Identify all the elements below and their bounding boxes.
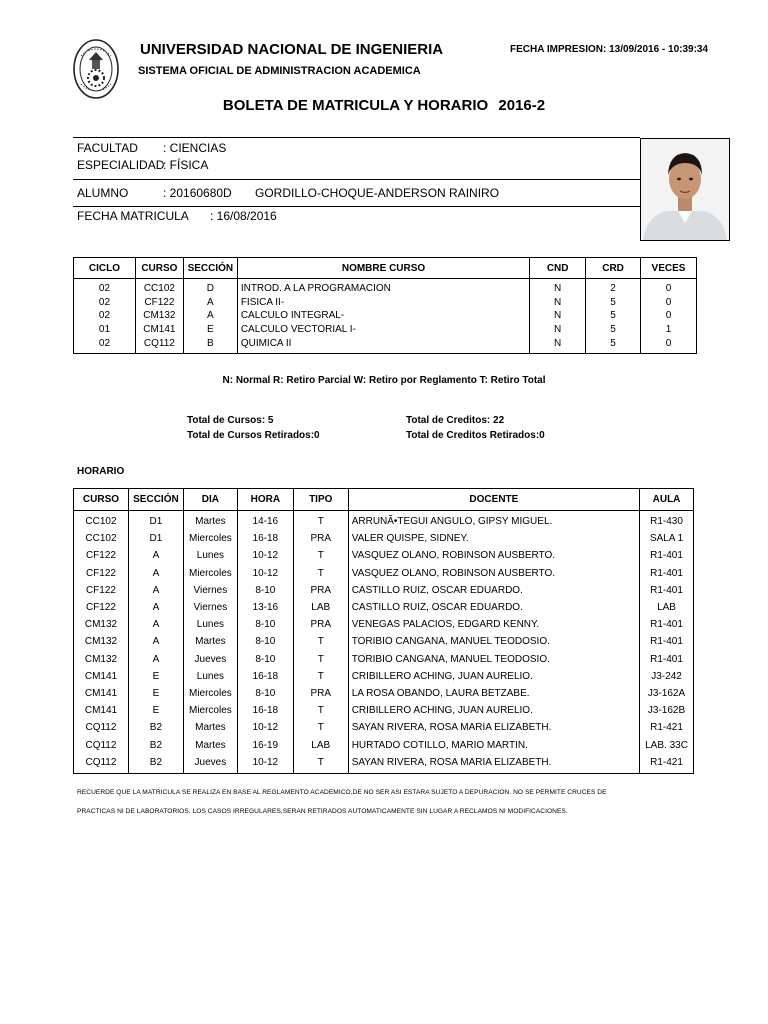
- table-cell: Miercoles: [183, 685, 237, 702]
- student-photo: [640, 138, 730, 241]
- table-cell: 0: [641, 337, 697, 353]
- table-cell: CRIBILLERO ACHING, JUAN AURELIO.: [348, 668, 639, 685]
- table-cell: Lunes: [183, 547, 237, 564]
- table-cell: 14-16: [237, 511, 293, 531]
- divider-mid: [73, 179, 640, 180]
- table-cell: CC102: [74, 530, 129, 547]
- table-cell: CF122: [74, 565, 129, 582]
- system-name: SISTEMA OFICIAL DE ADMINISTRACION ACADEMICA: [138, 65, 421, 77]
- table-cell: R1-401: [640, 633, 694, 650]
- table-cell: TORIBIO CANGANA, MANUEL TEODOSIO.: [348, 651, 639, 668]
- table-cell: T: [293, 565, 348, 582]
- table-cell: 10-12: [237, 565, 293, 582]
- table-cell: CF122: [74, 599, 129, 616]
- table-cell: VASQUEZ OLANO, ROBINSON AUSBERTO.: [348, 565, 639, 582]
- table-cell: TORIBIO CANGANA, MANUEL TEODOSIO.: [348, 633, 639, 650]
- facultad-label: FACULTAD: [77, 141, 138, 155]
- document-title-text: BOLETA DE MATRICULA Y HORARIO: [222, 97, 489, 114]
- table-cell: HURTADO COTILLO, MARIO MARTIN.: [348, 737, 639, 754]
- table-cell: PRA: [293, 685, 348, 702]
- table-cell: LAB: [293, 599, 348, 616]
- table-cell: 0: [641, 279, 697, 296]
- table-cell: LAB. 33C: [640, 737, 694, 754]
- table-cell: CM141: [135, 323, 183, 337]
- col-seccion: SECCIÓN: [183, 258, 237, 279]
- table-cell: INTROD. A LA PROGRAMACION: [237, 279, 529, 296]
- especialidad-label: ESPECIALIDAD: [77, 158, 165, 172]
- table-cell: D: [183, 279, 237, 296]
- table-cell: 1: [641, 323, 697, 337]
- table-cell: A: [128, 616, 183, 633]
- footer-note-line1: RECUERDE QUE LA MATRICULA SE REALIZA EN BASE AL REGLAMENTO ACADEMICO,DE NO SER ASI ESTARA SUJETO A DEPURACION. NO SE PERMITE CRUCES DE: [77, 789, 607, 796]
- table-cell: CM141: [74, 668, 129, 685]
- alumno-name: GORDILLO-CHOQUE-ANDERSON RAINIRO: [255, 186, 500, 200]
- table-cell: PRA: [293, 582, 348, 599]
- table-cell: 10-12: [237, 754, 293, 774]
- table-cell: J3-242: [640, 668, 694, 685]
- alumno-label: ALUMNO: [77, 186, 129, 200]
- table-cell: Lunes: [183, 668, 237, 685]
- table-cell: Jueves: [183, 754, 237, 774]
- status-legend: N: Normal R: Retiro Parcial W: Retiro por Reglamento T: Retiro Total: [222, 375, 546, 386]
- schedule-row: [74, 685, 694, 702]
- table-cell: CQ112: [74, 719, 129, 736]
- schedule-row: [74, 530, 694, 547]
- table-cell: R1-401: [640, 582, 694, 599]
- table-cell: VASQUEZ OLANO, ROBINSON AUSBERTO.: [348, 547, 639, 564]
- table-cell: 5: [586, 296, 641, 310]
- table-cell: A: [128, 565, 183, 582]
- table-cell: R1-401: [640, 565, 694, 582]
- schedule-row: [74, 651, 694, 668]
- schedule-row: [74, 511, 694, 531]
- table-cell: T: [293, 511, 348, 531]
- table-cell: CM132: [135, 309, 183, 323]
- table-cell: Martes: [183, 633, 237, 650]
- fecha-label: FECHA MATRICULA: [77, 209, 189, 223]
- table-cell: LAB: [640, 599, 694, 616]
- table-cell: 02: [74, 337, 136, 353]
- table-cell: CALCULO INTEGRAL-: [237, 309, 529, 323]
- table-cell: VALER QUISPE, SIDNEY.: [348, 530, 639, 547]
- table-cell: VENEGAS PALACIOS, EDGARD KENNY.: [348, 616, 639, 633]
- table-cell: 02: [74, 279, 136, 296]
- table-cell: Miercoles: [183, 530, 237, 547]
- schedule-header-row: [74, 489, 694, 511]
- university-name: UNIVERSIDAD NACIONAL DE INGENIERIA: [140, 41, 444, 58]
- table-cell: 8-10: [237, 685, 293, 702]
- table-cell: 5: [586, 309, 641, 323]
- col-nombre-curso: NOMBRE CURSO: [237, 258, 529, 279]
- table-cell: T: [293, 651, 348, 668]
- table-cell: E: [128, 668, 183, 685]
- table-cell: A: [128, 582, 183, 599]
- table-cell: 2: [586, 279, 641, 296]
- table-cell: A: [128, 651, 183, 668]
- table-cell: E: [128, 702, 183, 719]
- table-cell: 8-10: [237, 582, 293, 599]
- table-cell: N: [530, 337, 586, 353]
- table-cell: Jueves: [183, 651, 237, 668]
- table-cell: CM132: [74, 616, 129, 633]
- table-cell: CQ112: [74, 754, 129, 774]
- table-cell: A: [183, 296, 237, 310]
- table-cell: CC102: [135, 279, 183, 296]
- document-period: 2016-2: [498, 97, 546, 114]
- alumno-code: : 20160680D: [163, 186, 232, 200]
- table-cell: PRA: [293, 530, 348, 547]
- table-cell: B2: [128, 754, 183, 774]
- table-cell: A: [128, 599, 183, 616]
- courses-table: [73, 257, 697, 354]
- table-cell: CQ112: [135, 337, 183, 353]
- table-cell: PRA: [293, 616, 348, 633]
- table-cell: 01: [74, 323, 136, 337]
- table-cell: R1-401: [640, 616, 694, 633]
- divider-low: [73, 206, 640, 207]
- schedule-row: [74, 582, 694, 599]
- table-cell: Miercoles: [183, 702, 237, 719]
- table-cell: Martes: [183, 511, 237, 531]
- table-cell: 13-16: [237, 599, 293, 616]
- course-row: [74, 279, 697, 296]
- table-cell: R1-401: [640, 547, 694, 564]
- table-cell: CM132: [74, 633, 129, 650]
- table-cell: B: [183, 337, 237, 353]
- table-cell: QUIMICA II: [237, 337, 529, 353]
- table-cell: R1-421: [640, 754, 694, 774]
- table-cell: CQ112: [74, 737, 129, 754]
- schedule-row: [74, 616, 694, 633]
- divider-top: [73, 137, 640, 138]
- table-cell: J3-162A: [640, 685, 694, 702]
- table-cell: SAYAN RIVERA, ROSA MARIA ELIZABETH.: [348, 719, 639, 736]
- col-docente: DOCENTE: [348, 489, 639, 511]
- total-creditos-retirados: Total de Creditos Retirados:0: [406, 430, 545, 441]
- table-cell: Martes: [183, 719, 237, 736]
- table-cell: N: [530, 296, 586, 310]
- table-cell: T: [293, 668, 348, 685]
- footer-note-line2: PRACTICAS NI DE LABORATORIOS. LOS CASOS IRREGULARES,SERAN RETIRADOS AUTOMATICAMENTE SIN LUGAR A RECLAMOS NI MODIFICACIONES.: [77, 808, 568, 815]
- schedule-row: [74, 633, 694, 650]
- especialidad-value: : FÍSICA: [163, 158, 209, 172]
- table-cell: 10-12: [237, 719, 293, 736]
- table-cell: CASTILLO RUIZ, OSCAR EDUARDO.: [348, 599, 639, 616]
- table-cell: CM141: [74, 685, 129, 702]
- table-cell: 02: [74, 309, 136, 323]
- table-cell: FISICA II-: [237, 296, 529, 310]
- table-cell: CM132: [74, 651, 129, 668]
- col-curso: CURSO: [74, 489, 129, 511]
- table-cell: CALCULO VECTORIAL I-: [237, 323, 529, 337]
- table-cell: Miercoles: [183, 565, 237, 582]
- course-row: [74, 323, 697, 337]
- table-cell: R1-421: [640, 719, 694, 736]
- table-cell: E: [128, 685, 183, 702]
- table-cell: A: [183, 309, 237, 323]
- table-cell: D1: [128, 511, 183, 531]
- total-cursos-retirados: Total de Cursos Retirados:0: [187, 430, 320, 441]
- table-cell: R1-401: [640, 651, 694, 668]
- col-veces: VECES: [641, 258, 697, 279]
- table-cell: T: [293, 702, 348, 719]
- col-tipo: TIPO: [293, 489, 348, 511]
- university-seal-icon: [72, 38, 120, 100]
- table-cell: T: [293, 754, 348, 774]
- table-cell: Viernes: [183, 582, 237, 599]
- table-cell: B2: [128, 719, 183, 736]
- table-cell: CF122: [135, 296, 183, 310]
- schedule-row: [74, 668, 694, 685]
- table-cell: 16-18: [237, 668, 293, 685]
- table-cell: Martes: [183, 737, 237, 754]
- schedule-row: [74, 702, 694, 719]
- table-cell: LA ROSA OBANDO, LAURA BETZABE.: [348, 685, 639, 702]
- table-cell: 16-18: [237, 702, 293, 719]
- col-aula: AULA: [640, 489, 694, 511]
- table-cell: E: [183, 323, 237, 337]
- table-cell: D1: [128, 530, 183, 547]
- table-cell: 02: [74, 296, 136, 310]
- table-cell: B2: [128, 737, 183, 754]
- schedule-row: [74, 754, 694, 774]
- table-cell: R1-430: [640, 511, 694, 531]
- table-cell: 8-10: [237, 616, 293, 633]
- col-hora: HORA: [237, 489, 293, 511]
- table-cell: T: [293, 633, 348, 650]
- table-cell: A: [128, 633, 183, 650]
- table-cell: CC102: [74, 511, 129, 531]
- schedule-row: [74, 547, 694, 564]
- table-cell: J3-162B: [640, 702, 694, 719]
- course-row: [74, 296, 697, 310]
- table-cell: ARRUNÃ•TEGUI ANGULO, GIPSY MIGUEL.: [348, 511, 639, 531]
- table-cell: CM141: [74, 702, 129, 719]
- col-curso: CURSO: [135, 258, 183, 279]
- total-creditos: Total de Creditos: 22: [406, 415, 505, 426]
- facultad-value: : CIENCIAS: [163, 141, 227, 155]
- table-cell: 0: [641, 309, 697, 323]
- print-date: FECHA IMPRESION: 13/09/2016 - 10:39:34: [510, 44, 709, 55]
- table-cell: N: [530, 309, 586, 323]
- schedule-table: [73, 488, 694, 774]
- table-cell: SALA 1: [640, 530, 694, 547]
- table-cell: 5: [586, 323, 641, 337]
- total-cursos: Total de Cursos: 5: [187, 415, 274, 426]
- table-cell: CASTILLO RUIZ, OSCAR EDUARDO.: [348, 582, 639, 599]
- table-cell: 10-12: [237, 547, 293, 564]
- table-cell: 8-10: [237, 651, 293, 668]
- table-cell: T: [293, 719, 348, 736]
- table-cell: 16-19: [237, 737, 293, 754]
- col-dia: DIA: [183, 489, 237, 511]
- document-title: [0, 97, 768, 114]
- table-cell: 0: [641, 296, 697, 310]
- course-row: [74, 309, 697, 323]
- courses-header-row: [74, 258, 697, 279]
- table-cell: 5: [586, 337, 641, 353]
- schedule-row: [74, 719, 694, 736]
- schedule-row: [74, 737, 694, 754]
- table-cell: T: [293, 547, 348, 564]
- col-seccion: SECCIÓN: [128, 489, 183, 511]
- table-cell: 8-10: [237, 633, 293, 650]
- table-cell: CRIBILLERO ACHING, JUAN AURELIO.: [348, 702, 639, 719]
- schedule-row: [74, 599, 694, 616]
- table-cell: Viernes: [183, 599, 237, 616]
- horario-heading: HORARIO: [77, 466, 125, 477]
- table-cell: Lunes: [183, 616, 237, 633]
- fecha-value: : 16/08/2016: [210, 209, 277, 223]
- table-cell: CF122: [74, 547, 129, 564]
- col-crd: CRD: [586, 258, 641, 279]
- table-cell: A: [128, 547, 183, 564]
- course-row: [74, 337, 697, 353]
- table-cell: SAYAN RIVERA, ROSA MARIA ELIZABETH.: [348, 754, 639, 774]
- col-ciclo: CICLO: [74, 258, 136, 279]
- table-cell: LAB: [293, 737, 348, 754]
- col-cnd: CND: [530, 258, 586, 279]
- table-cell: N: [530, 279, 586, 296]
- table-cell: 16-18: [237, 530, 293, 547]
- schedule-row: [74, 565, 694, 582]
- table-cell: CF122: [74, 582, 129, 599]
- table-cell: N: [530, 323, 586, 337]
